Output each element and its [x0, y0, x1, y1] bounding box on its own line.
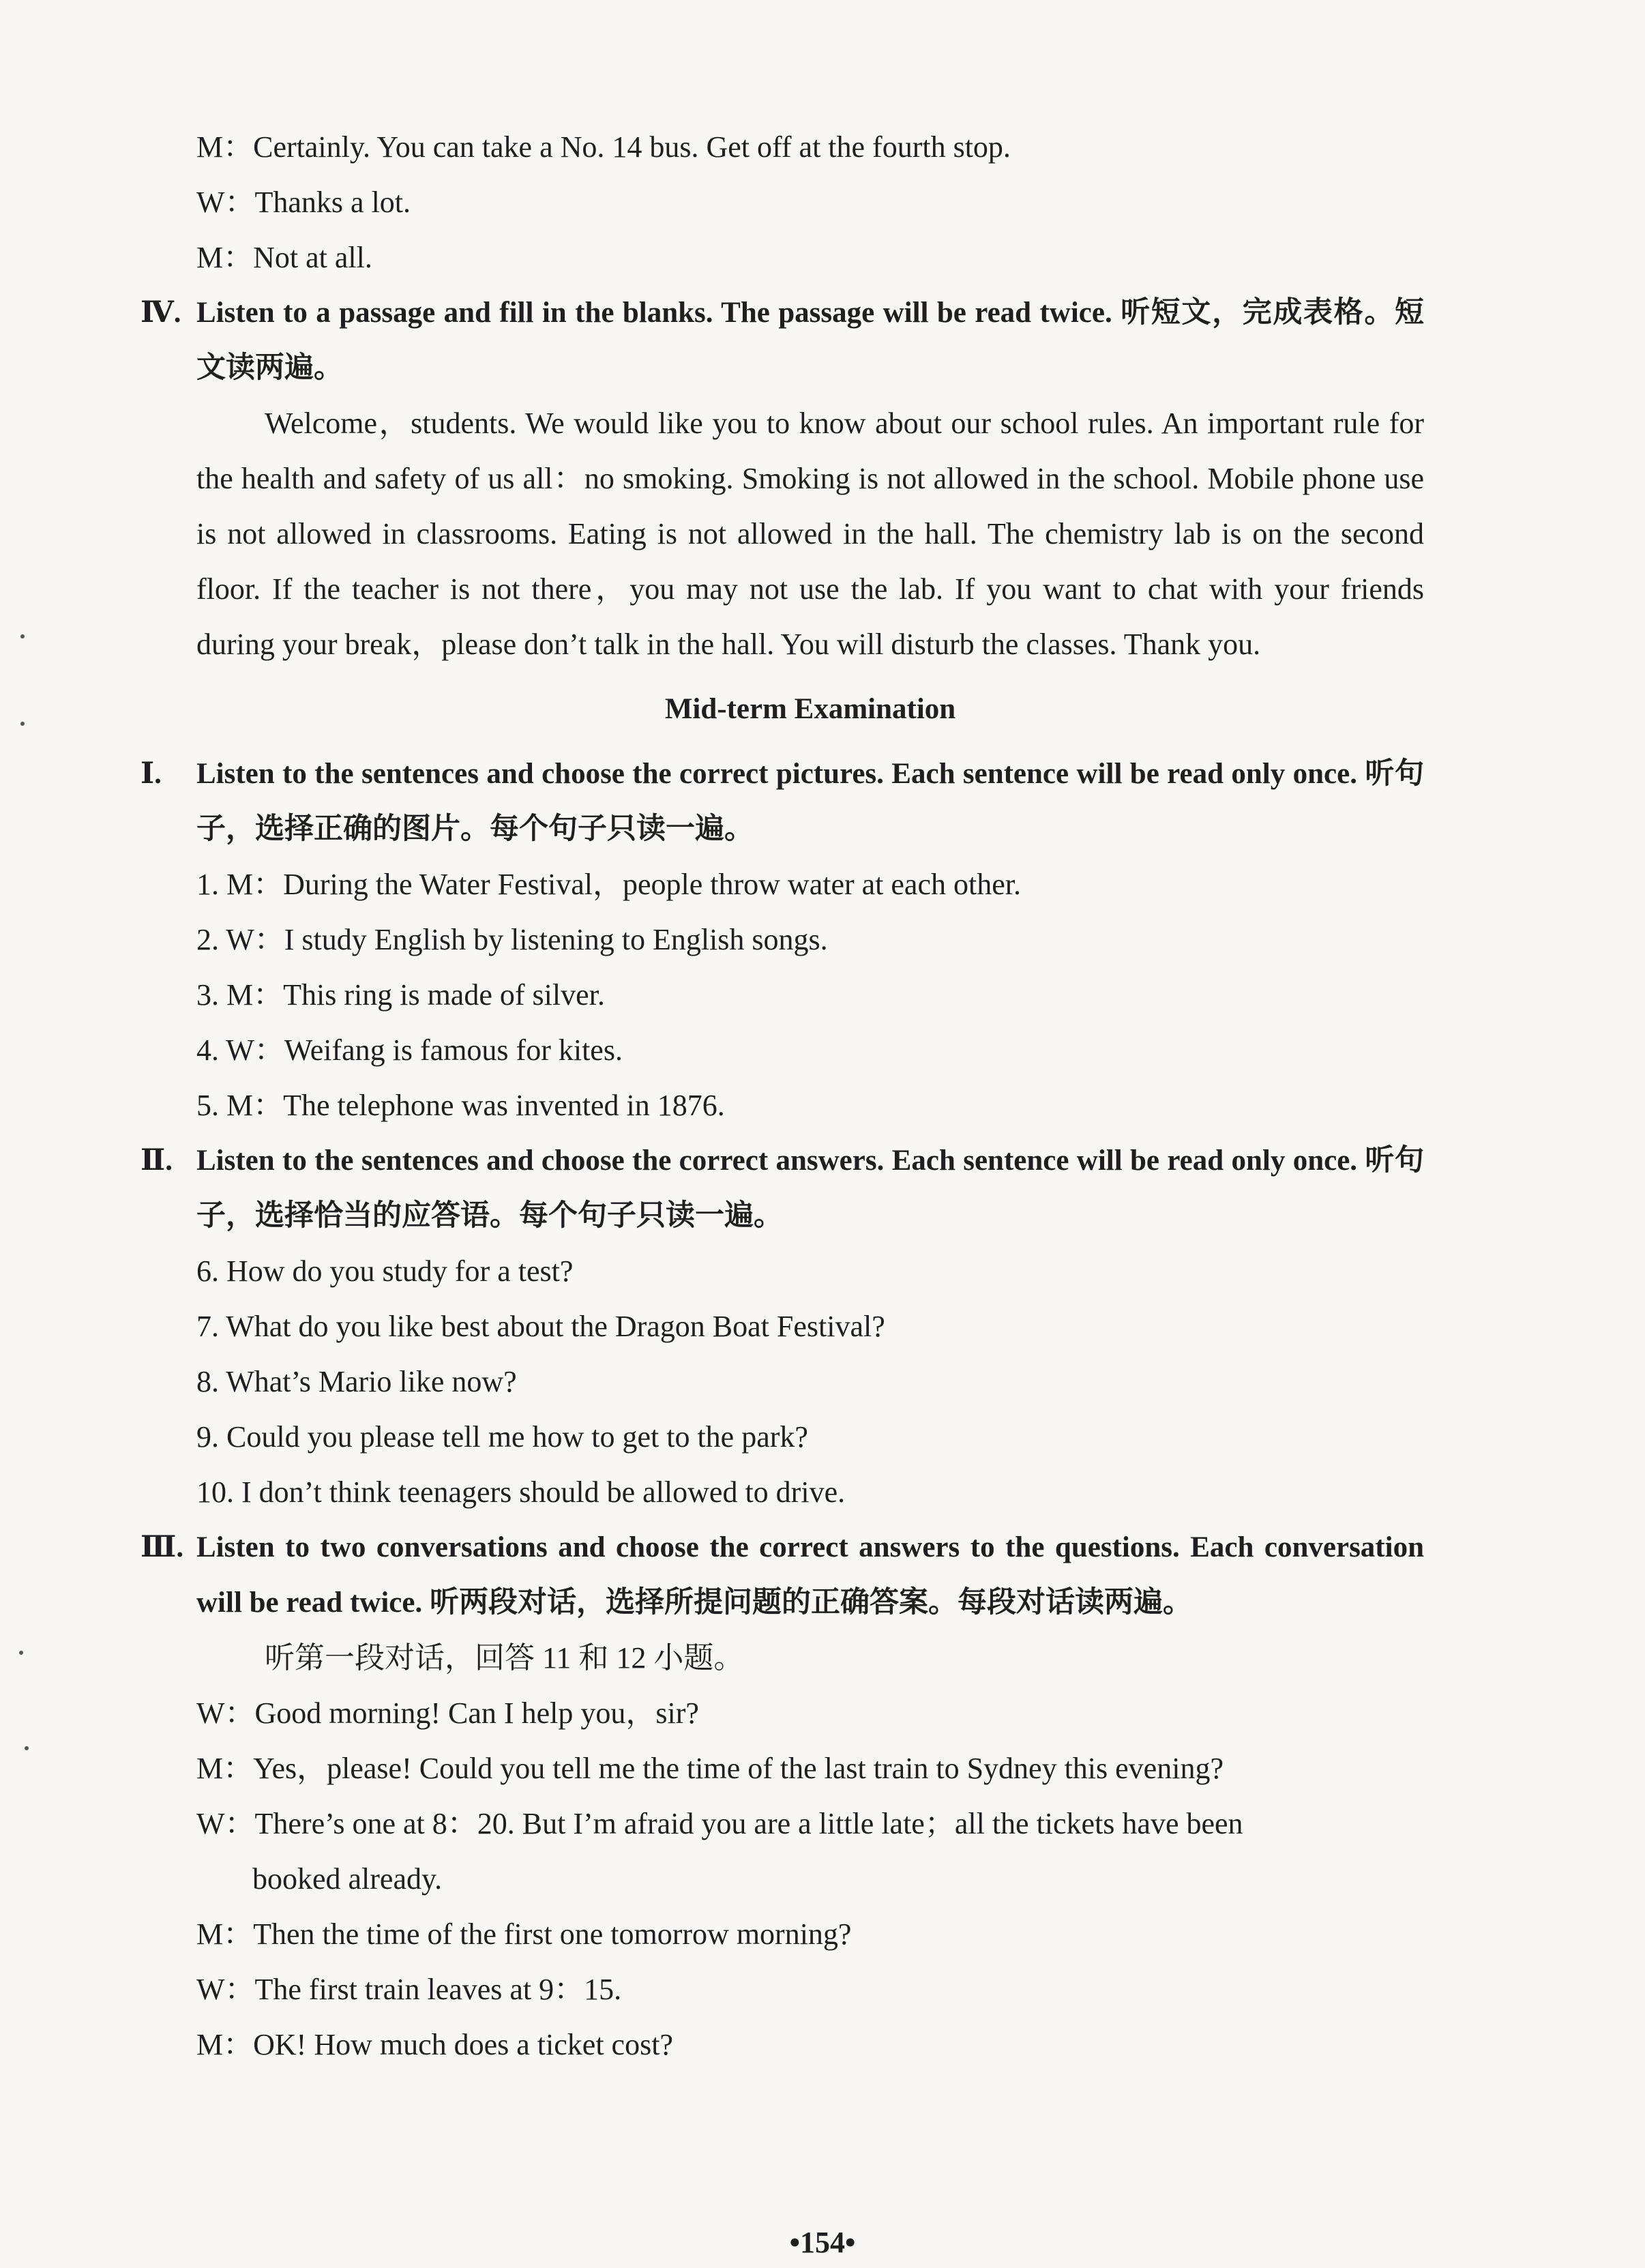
list-item: 5. M：The telephone was invented in 1876.: [196, 1089, 725, 1122]
section-instruction: Listen to the sentences and choose the correct answers. Each sentence will be read only once. 听句子，选择恰当的应答语。每个句子只读一遍。: [196, 1145, 1424, 1232]
dialog-line: W：The first train leaves at 9：15.: [196, 1973, 622, 2006]
dialog-line: W：Thanks a lot.: [196, 186, 411, 219]
dialog-line: W：Good morning! Can I help you，sir?: [196, 1696, 699, 1730]
section-iv-heading: [140, 285, 1424, 396]
section-iii-heading: [140, 1520, 1424, 1630]
list-item: 1. M：During the Water Festival，people throw water at each other.: [196, 868, 1021, 901]
section-instruction: Listen to a passage and fill in the blanks. The passage will be read twice. 听短文，完成表格。短文读两遍。: [196, 297, 1424, 384]
section-number: Ⅰ.: [140, 758, 162, 790]
scan-speck: [19, 1651, 23, 1655]
page-content: [140, 119, 1424, 2072]
list-item: 6. How do you study for a test?: [196, 1254, 574, 1288]
section-i-heading: [140, 746, 1424, 857]
section-number: Ⅲ.: [140, 1531, 184, 1563]
list-item: 7. What do you like best about the Dragon Boat Festival?: [196, 1310, 885, 1343]
dialog-line: M：Not at all.: [196, 241, 372, 274]
scan-speck: [20, 634, 25, 638]
list-item: 4. W：Weifang is famous for kites.: [196, 1033, 623, 1067]
exam-title: Mid-term Examination: [664, 693, 956, 725]
dialog-line: M：Certainly. You can take a No. 14 bus. Get off at the fourth stop.: [196, 130, 1011, 164]
section-instruction: Listen to the sentences and choose the correct pictures. Each sentence will be read only once. 听句子，选择正确的图片。每个句子只读一遍。: [196, 758, 1424, 845]
scan-speck: [20, 722, 25, 726]
list-item: 9. Could you please tell me how to get to the park?: [196, 1420, 808, 1454]
conversation-note: 听第一段对话，回答 11 和 12 小题。: [265, 1641, 744, 1675]
scan-speck: [25, 1746, 29, 1750]
dialog-line: M：OK! How much does a ticket cost?: [196, 2028, 673, 2061]
section-number: Ⅳ.: [140, 297, 181, 329]
list-item: 2. W：I study English by listening to English songs.: [196, 923, 828, 956]
section-number: Ⅱ.: [140, 1145, 173, 1177]
dialog-line: M：Yes，please! Could you tell me the time of the last train to Sydney this evening?: [196, 1752, 1224, 1785]
dialog-line: M：Then the time of the first one tomorrow morning?: [196, 1917, 852, 1951]
list-item: 3. M：This ring is made of silver.: [196, 978, 605, 1012]
section-instruction: Listen to two conversations and choose the correct answers to the questions. Each conversation will be read twice. 听两段对话，选择所提问题的正确答案。每段对话读两遍。: [196, 1531, 1424, 1619]
page-number: •154•: [789, 2226, 856, 2259]
list-item: 10. I don’t think teenagers should be allowed to drive.: [196, 1475, 846, 1509]
passage-text: Welcome，students. We would like you to know about our school rules. An important rule for the health and safety of us all：no smoking. Smoking is not allowed in the school. Mobile phone use is not allowed in classrooms. Eating is not allowed in the hall. The chemistry lab is on the second floor. If the teacher is not there，you may not use the lab. If you want to chat with your friends during your break，please don’t talk in the hall. You will disturb the classes. Thank you.: [196, 407, 1424, 661]
list-item: 8. What’s Mario like now?: [196, 1365, 517, 1398]
dialog-line: booked already.: [252, 1862, 443, 1896]
dialog-line: W：There’s one at 8：20. But I’m afraid you are a little late；all the tickets have been: [196, 1807, 1243, 1840]
section-ii-heading: [140, 1133, 1424, 1243]
